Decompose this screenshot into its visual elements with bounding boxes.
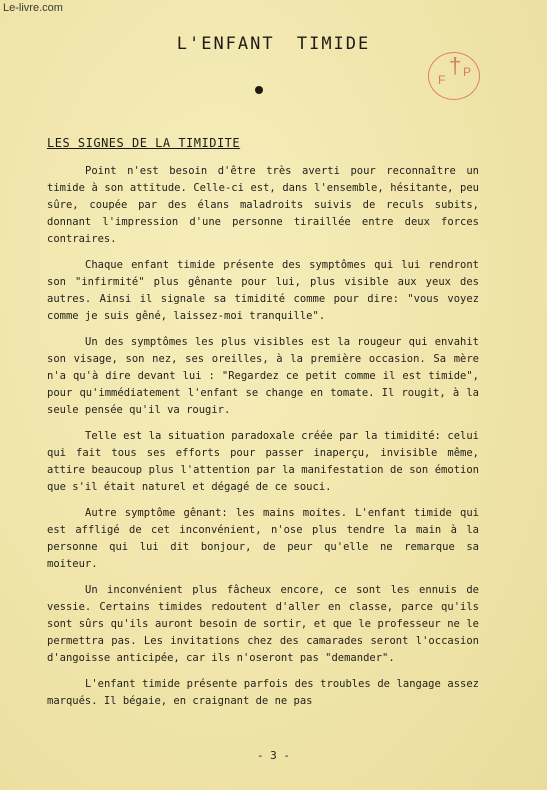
stamp-right-letter: P — [462, 65, 471, 79]
page-number: - 3 - — [256, 749, 291, 762]
library-stamp — [428, 52, 480, 100]
paragraph: Un des symptômes les plus visibles est la rougeur qui envahit son visage, son nez, ses oreilles, à la première occasion. Sa mère n'a qu'à dire devant lui : "Regardez ce petit comme il est timide", pour qu'immédiatement l'enfant se change en tomate. Il rougit, à la seule pensée qu'il va rougir. — [47, 336, 479, 416]
paragraph: Telle est la situation paradoxale créée par la timidité: celui qui fait tous ses efforts pour passer inaperçu, invisible même, attire beaucoup plus l'attention par la manifestation de son émotion que s'il était naturel et dégagé de ce souci. — [47, 430, 479, 493]
paragraph: L'enfant timide présente parfois des troubles de langage assez marqués. Il bégaie, en craignant de ne pas — [47, 678, 479, 707]
paragraph: Autre symptôme gênant: les mains moites. L'enfant timide qui est affligé de cet inconvénient, n'ose plus tendre la main à la personne qui lui dit bonjour, de peur qu'elle ne remarque sa moiteur. — [47, 507, 479, 570]
document-title: L'ENFANT TIMIDE — [176, 34, 371, 54]
body-text — [47, 163, 479, 719]
paragraph: Chaque enfant timide présente des symptômes qui lui rendront son "infirmité" plus gênante pour lui, plus visible aux yeux des autres. Ainsi il signale sa timidité comme pour dire: "vous voyez comme je suis gêné, laissez-moi tranquille". — [47, 259, 479, 322]
paragraph: Point n'est besoin d'être très averti pour reconnaître un timide à son attitude. Celle-ci est, dans l'ensemble, hésitante, peu sûre, coupée par des élans maladroits suivis de reculs subits, donnant l'impression d'une personne tiraillée entre deux forces contraires. — [47, 165, 479, 245]
paragraph: Un inconvénient plus fâcheux encore, ce sont les ennuis de vessie. Certains timides redoutent d'aller en classe, parce qu'ils sont sûrs qu'ils auront besoin de sortir, et que le professeur ne le permettra pas. Les invitations chez des camarades seront l'occasion d'angoisse anticipée, car ils n'oseront pas "demander". — [47, 584, 479, 664]
section-heading: LES SIGNES DE LA TIMIDITE — [47, 136, 241, 150]
watermark: Le-livre.com — [3, 2, 63, 14]
title-bullet — [255, 86, 263, 94]
stamp-cross-icon: † — [449, 53, 462, 78]
stamp-left-letter: F — [438, 73, 446, 87]
